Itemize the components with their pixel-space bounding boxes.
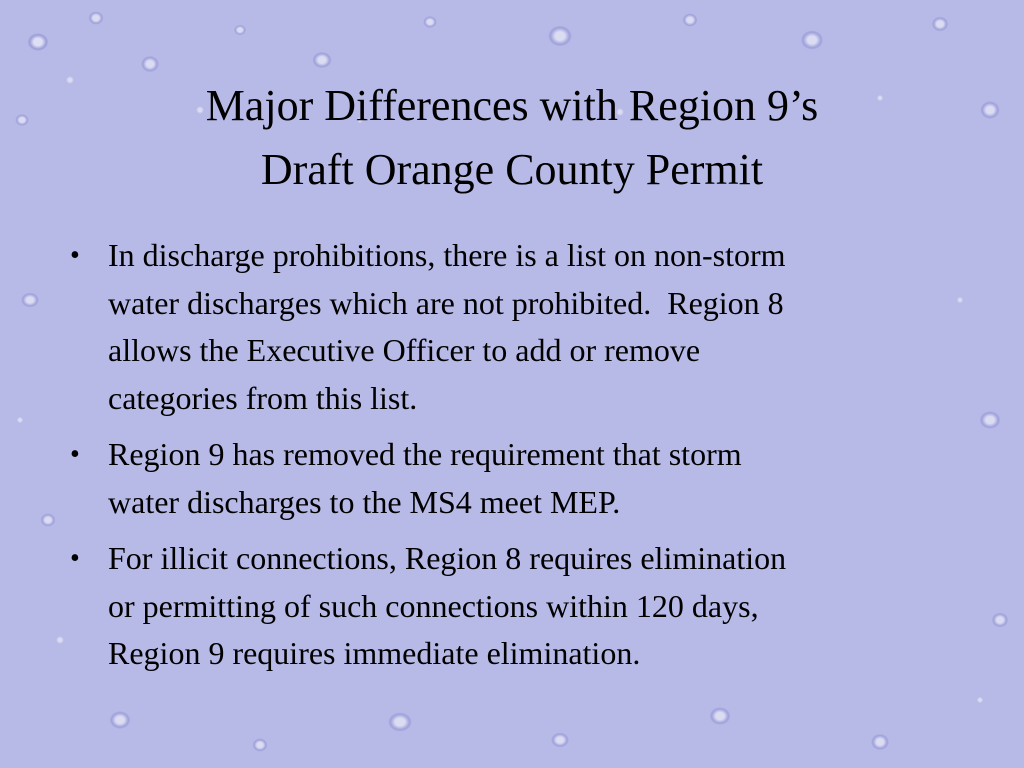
bullet-icon: • [70,543,80,574]
bullet-line: Region 9 requires immediate elimination. [108,635,641,671]
bullet-line: water discharges to the MS4 meet MEP. [108,483,621,520]
bullet-icon: • [70,240,80,271]
bullet-line: In discharge prohibitions, there is a list on non-storm [108,237,786,273]
bullet-line: Region 9 has removed the requirement that storm [108,436,742,472]
bullet-item [68,535,968,678]
bullet-line: or permitting of such connections within 120 days, [108,587,759,624]
bullet-line: allows the Executive Officer to add or remove [108,332,701,368]
slide-title-line: Draft Orange County Permit [260,145,764,194]
bullet-line: water discharges which are not prohibited. Region 8 [108,284,784,321]
bullet-line: For illicit connections, Region 8 requires elimination [108,540,787,576]
bullet-list [68,232,968,687]
bullet-line: categories from this list. [108,379,418,416]
bullet-item [68,431,968,526]
bullet-item [68,232,968,422]
slide-title-line: Major Differences with Region 9’s [205,81,819,130]
slide-title [62,74,962,202]
bullet-icon: • [70,439,80,470]
